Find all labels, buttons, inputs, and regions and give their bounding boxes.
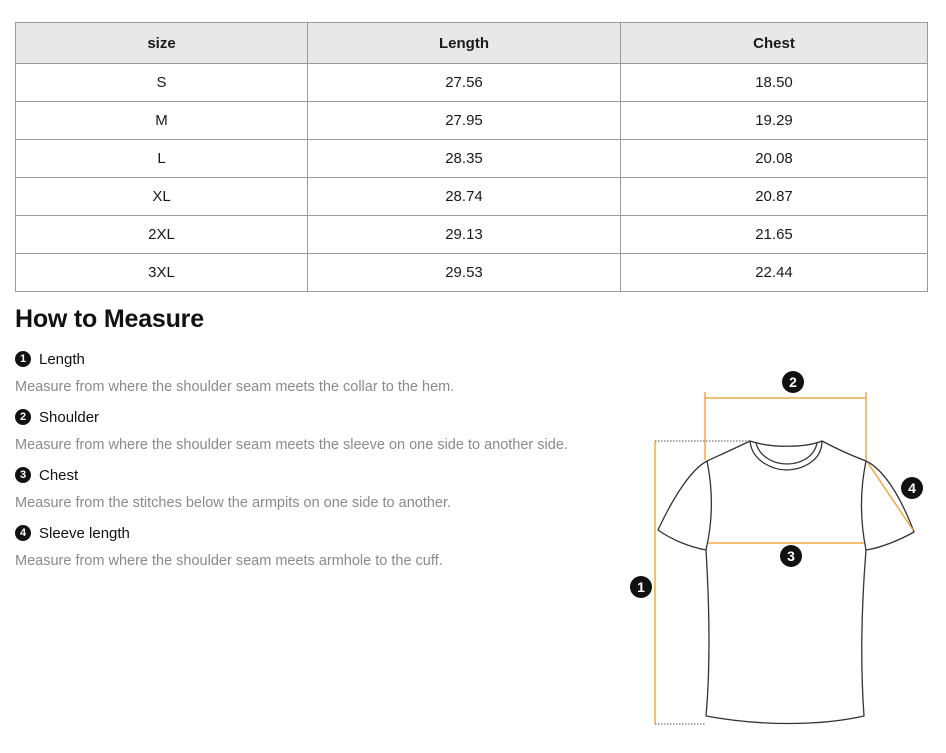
cell-size: M [16,102,308,140]
header-size: size [16,23,308,64]
cell-chest: 20.87 [621,178,928,216]
tshirt-measure-diagram [620,360,940,740]
cell-size: XL [16,178,308,216]
cell-chest: 18.50 [621,64,928,102]
cell-chest: 22.44 [621,254,928,292]
marker-4 [901,477,923,499]
cell-length: 27.95 [308,102,621,140]
measure-item-name: Shoulder [39,408,100,426]
cell-chest: 20.08 [621,140,928,178]
cell-size: L [16,140,308,178]
marker-1 [630,576,652,598]
measure-item-description: Measure from the stitches below the armpits on one side to another. [15,495,452,511]
cell-length: 28.74 [308,178,621,216]
measure-item-sleeve-length [15,523,605,569]
cell-length: 29.53 [308,254,621,292]
measure-item-description: Measure from where the shoulder seam meets the sleeve on one side to another side. [15,437,568,453]
svg-text:4: 4 [908,480,916,496]
svg-text:1: 1 [637,579,645,595]
cell-size: 2XL [16,216,308,254]
cell-size: 3XL [16,254,308,292]
cell-length: 28.35 [308,140,621,178]
table-row [16,102,928,140]
measure-item-shoulder [15,407,605,453]
tshirt-icon [658,441,914,724]
measure-item-description: Measure from where the shoulder seam meets armhole to the cuff. [15,553,443,569]
size-chart-table [15,22,928,292]
number-badge: 3 [15,467,31,483]
table-header-row [16,23,928,64]
cell-length: 27.56 [308,64,621,102]
cell-chest: 19.29 [621,102,928,140]
table-row [16,178,928,216]
number-badge: 2 [15,409,31,425]
number-badge: 1 [15,351,31,367]
svg-text:3: 3 [787,548,795,564]
measure-item-name: Length [39,350,85,368]
table-row [16,216,928,254]
cell-size: S [16,64,308,102]
marker-3 [780,545,802,567]
table-row [16,64,928,102]
measure-item-description: Measure from where the shoulder seam meets the collar to the hem. [15,379,455,395]
cell-chest: 21.65 [621,216,928,254]
how-to-measure-heading: How to Measure [15,305,204,333]
marker-2 [782,371,804,393]
number-badge: 4 [15,525,31,541]
measure-item-chest [15,465,605,511]
header-chest: Chest [621,23,928,64]
measure-item-name: Chest [39,466,79,484]
measure-item-name: Sleeve length [39,524,130,542]
svg-text:2: 2 [789,374,797,390]
cell-length: 29.13 [308,216,621,254]
table-row [16,140,928,178]
measure-item-length [15,349,605,395]
header-length: Length [308,23,621,64]
table-row [16,254,928,292]
